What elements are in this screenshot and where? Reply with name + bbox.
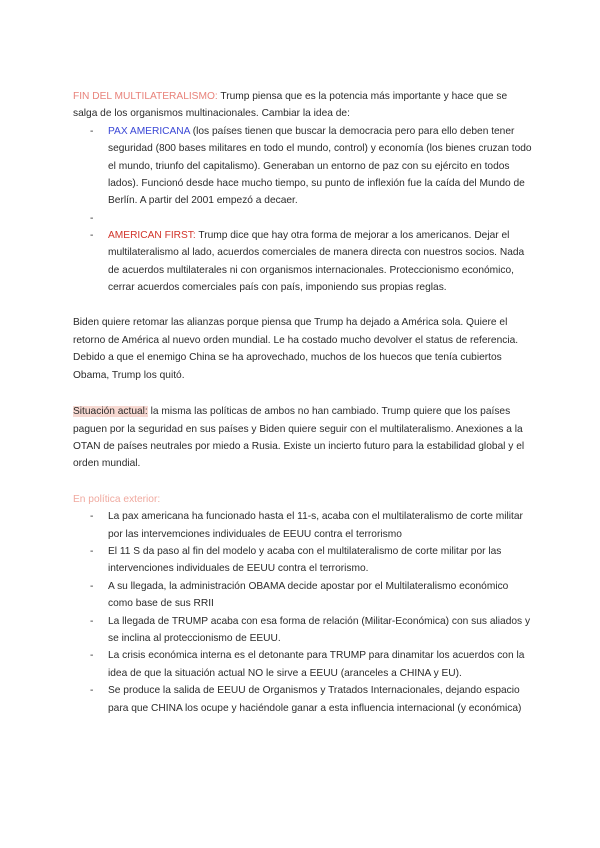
list-item: - A su llegada, la administración OBAMA decide apostar por el Multilateralismo económico como base de sus RRII bbox=[73, 578, 533, 613]
spacer bbox=[73, 384, 533, 403]
biden-paragraph: Biden quiere retomar las alianzas porque piensa que Trump ha dejado a América sola. Quiere el retorno de América al nuevo orden mundial. Le ha costado mucho devolver el status de referencia. Debido a que el enemigo China se ha aprovechado, muchos de los huecos que tenía cubiertos Obama, Trump los quitó. bbox=[73, 317, 519, 381]
document-page bbox=[73, 88, 533, 717]
intro-label: FIN DEL MULTILATERALISMO: bbox=[73, 91, 218, 102]
situacion-text: la misma las políticas de ambos no han cambiado. Trump quiere que los países paguen por la seguridad en sus países y Biden quiere seguir con el multilateralismo. Anexiones a la OTAN de países neutrales por miedo a Rusia. Existe un incierto futuro para la estabilidad global y el orden mundial. bbox=[73, 406, 525, 470]
spacer bbox=[73, 296, 533, 314]
list-item: - El 11 S da paso al fin del modelo y acaba con el multilateralismo de corte militar por las intervenciones individuales de EEUU contra el terrorismo. bbox=[73, 543, 533, 578]
list-item: - Se produce la salida de EEUU de Organismos y Tratados Internacionales, dejando espacio para que CHINA los ocupe y haciéndole ganar a esta influencia internacional (y económica) bbox=[73, 682, 533, 717]
list-item-pax-americana bbox=[73, 123, 533, 210]
american-first-text: Trump dice que hay otra forma de mejorar a los americanos. Dejar el multilateralismo al lado, acuerdos comerciales de manera directa con nuestros socios. Nada de acuerdos multilaterales ni con organismos internacionales. Proteccionismo económico, cerrar acuerdos comerciales país con país, imponiendo sus propias reglas. bbox=[108, 229, 525, 294]
list-item: - La crisis económica interna es el detonante para TRUMP para dinamitar los acuerdos con la idea de que la situación actual NO le sirve a EEUU (aranceles a CHINA y EU). bbox=[73, 647, 533, 682]
pax-americana-text: (los países tienen que buscar la democracia pero para ello deben tener seguridad (800 bases militares en todo el mundo, control) y economía (los bienes cruzan todo el mundo, triunfo del capitalismo). Generaban un entorno de paz con su ejército en todos lados). Funcionó desde hace mucho tiempo, su punto de inflexión fue la caída del Mundo de Berlín. A partir del 2001 empezó a decaer. bbox=[108, 125, 532, 207]
spacer bbox=[73, 473, 533, 491]
american-first-label: AMERICAN FIRST: bbox=[108, 229, 196, 241]
list-spacer bbox=[73, 210, 533, 227]
list-item: - La llegada de TRUMP acaba con esa forma de relación (Militar-Económica) con sus aliados y se inclina al proteccionismo de EEUU. bbox=[73, 613, 533, 648]
situacion-label: Situación actual: bbox=[73, 406, 148, 418]
situacion-paragraph bbox=[73, 403, 533, 473]
intro-text: Trump piensa que es la potencia más importante y hace que se salga de los organismos multinacionales. Cambiar la idea de: bbox=[73, 91, 508, 120]
pax-americana-label: PAX AMERICANA bbox=[108, 125, 190, 137]
models-list bbox=[73, 123, 533, 297]
politica-heading: En política exterior: bbox=[73, 493, 161, 505]
intro-paragraph bbox=[73, 88, 533, 123]
politica-list bbox=[73, 508, 533, 717]
list-item-american-first bbox=[73, 227, 533, 297]
list-item: - La pax americana ha funcionado hasta el 11-s, acaba con el multilateralismo de corte militar por las intervemciones individuales de EEUU contra el terrorismo bbox=[73, 508, 533, 543]
